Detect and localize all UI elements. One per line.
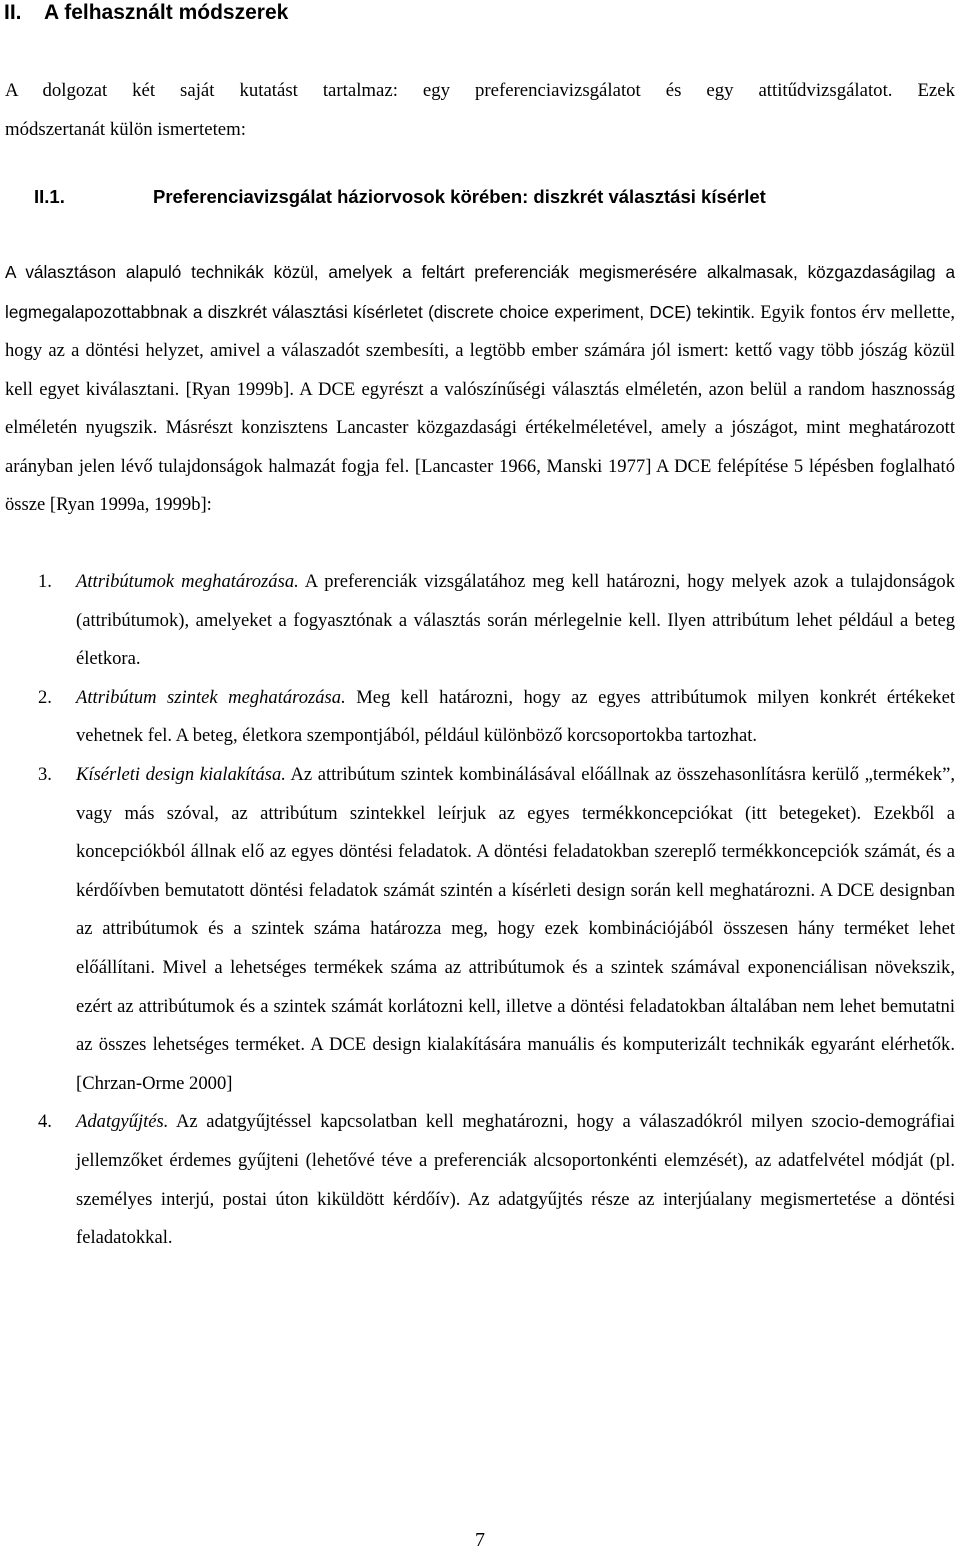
chapter-number: II. xyxy=(4,1,22,24)
step-lead: Attribútumok meghatározása. xyxy=(76,571,299,592)
step-lead: Attribútum szintek meghatározása. xyxy=(76,686,346,708)
step-lead: Kísérleti design kialakítása. xyxy=(76,763,286,785)
list-marker: 4. xyxy=(38,1111,52,1133)
step-text: Meg kell határozni, hogy az egyes attribútumok milyen konkrét értékeket vehetnek fel. A beteg, életkora szempontjából, például különböző korcsoportokba tartozhat. xyxy=(76,686,956,747)
step-lead: Adatgyűjtés. xyxy=(76,1111,169,1133)
list-item xyxy=(5,756,955,1103)
page-number: 7 xyxy=(475,1529,485,1551)
dce-steps-list xyxy=(5,563,955,1258)
intro-line-2: módszertanát külön ismertetem: xyxy=(5,118,246,140)
step-text: Az attribútum szintek kombinálásával előállnak az összehasonlításra kerülő „termékek”, vagy más szóval, az attribútum szintekkel leírjuk az egyes termékkoncepciókat (itt betegeket). Ezekből a koncepciókból állnak elő az egyes döntési feladatok. A döntési feladatokban szereplő termékkoncepciók számát, és a kérdőívben bemutatott döntési feladatok számát szintén a kísérleti design során kell meghatározni. A DCE designban az attribútumok és a szintek száma határozza meg, hogy ezek kombinációjából összesen hány terméket lehet előállítani. Mivel a lehetséges termékek száma az attribútumok és a szintek számával exponenciálisan növekszik, ezért az attribútumok és a szintek számát korlátozni kell, illetve a döntési feladatokban általában nem lehet bemutatni az összes lehetséges terméket. A DCE design kialakítására manuális és komputerizált technikák egyaránt elérhetők. [Chrzan-Orme 2000] xyxy=(76,763,955,1094)
section-heading xyxy=(34,184,766,210)
step-text: Az adatgyűjtéssel kapcsolatban kell meghatározni, hogy a válaszadókról milyen szocio-demográfiai jellemzőket érdemes gyűjteni (lehetővé téve a preferenciák alcsoportonkénti elemzését), az adatfelvétel módját (pl. személyes interjú, postai úton kiküldött kérdőív). Az adatgyűjtés része az interjúalany megismertetése a döntési feladatokkal. xyxy=(76,1111,955,1249)
chapter-heading xyxy=(4,0,288,26)
body-paragraph-sans-text: A választáson alapuló technikák közül, amelyek a feltárt preferenciák megismerésére alkalmasak, közgazdaságilag a legmegalapozottabbnak a diszkrét választási kísérletet (discrete choice experiment, DCE) tekintik. xyxy=(5,262,955,322)
section-title: Preferenciavizsgálat háziorvosok körében: diszkrét választási kísérlet xyxy=(153,186,766,207)
intro-paragraph xyxy=(5,72,955,149)
body-paragraph-text: Egyik fontos érv mellette, hogy az a döntési helyzet, amivel a válaszadót szembesíti, a legtöbb ember számára jól ismert: kettő vagy több jószág közül kell egyet kiválasztani. [Ryan 1999b]. A DCE egyrészt a valószínűségi választás elméletén, azon belül a random hasznosság elméletén nyugszik. Másrészt konzisztens Lancaster közgazdasági értékelméletével, amely a jószágot, mint meghatározott arányban jelen lévő tulajdonságok halmazát fogja fel. [Lancaster 1966, Manski 1977] A DCE felépítése 5 lépésben foglalható össze [Ryan 1999a, 1999b]: xyxy=(5,301,955,515)
list-item xyxy=(5,563,955,679)
intro-line-1: A dolgozat két saját kutatást tartalmaz: egy preferenciavizsgálatot és egy attitűdvizsgálatot. Ezek xyxy=(5,80,955,101)
list-marker: 2. xyxy=(38,686,52,708)
list-marker: 1. xyxy=(38,571,52,592)
chapter-title: A felhasznált módszerek xyxy=(44,1,289,24)
section-number: II.1. xyxy=(34,186,65,207)
list-item xyxy=(5,1103,955,1257)
list-item xyxy=(5,679,955,756)
step-text: A preferenciák vizsgálatához meg kell határozni, hogy melyek azok a tulajdonságok (attribútumok), amelyeket a fogyasztónak a választás során mérlegelnie kell. Ilyen attribútum lehet például a beteg életkora. xyxy=(76,571,955,670)
body-paragraph xyxy=(5,253,955,525)
list-marker: 3. xyxy=(38,763,52,785)
